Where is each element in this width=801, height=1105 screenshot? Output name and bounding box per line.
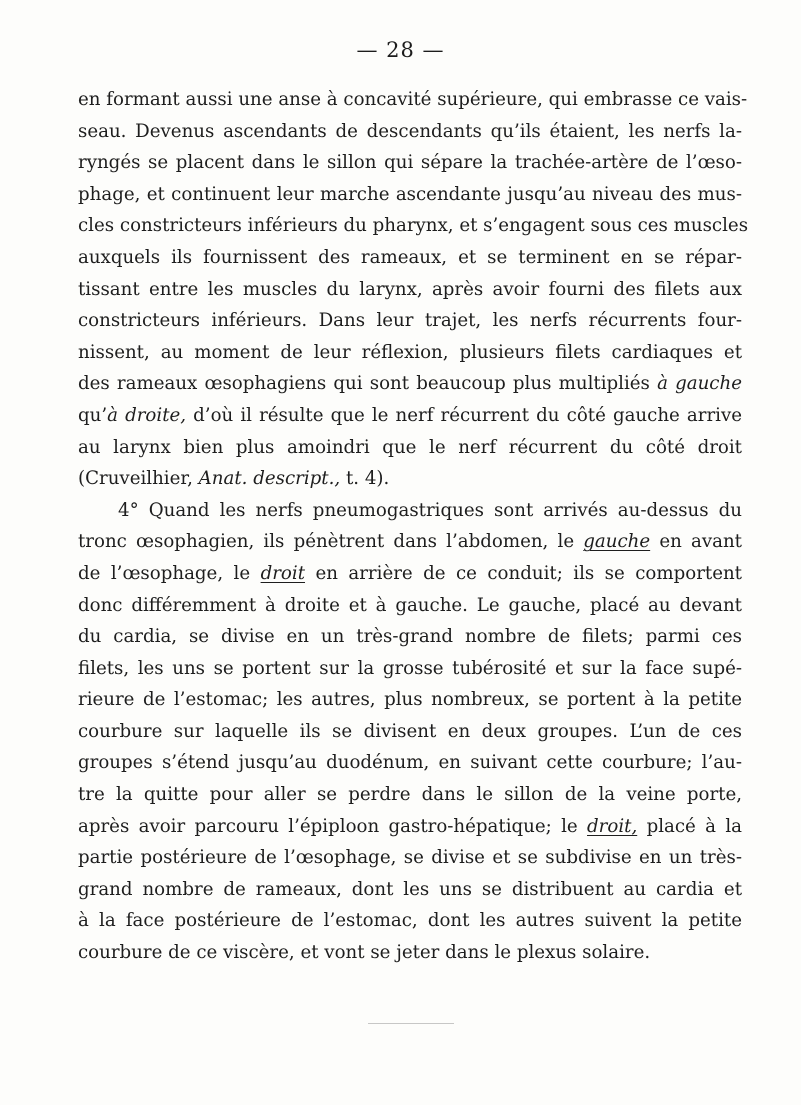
italic-run: Anat. descript., bbox=[198, 468, 341, 490]
text-run: en avant bbox=[650, 531, 742, 553]
text-line: nissent, au moment de leur réflexion, plusieurs filets cardiaques et bbox=[78, 341, 742, 363]
text-run: de l’œsophage, le bbox=[78, 562, 261, 584]
italic-run: à gauche bbox=[657, 373, 742, 395]
text-line: filets, les uns se portent sur la grosse tubérosité et sur la face supé- bbox=[78, 657, 742, 679]
paragraph-recurrent-nerves bbox=[78, 84, 749, 495]
text-run: après avoir parcouru l’épiploon gastro-hépatique; le bbox=[78, 815, 588, 837]
text-line: constricteurs inférieurs. Dans leur trajet, les nerfs récurrents four- bbox=[78, 310, 742, 332]
text-run: qu’ bbox=[78, 404, 108, 426]
paragraph-abdominal-course bbox=[78, 495, 742, 969]
text-line bbox=[78, 811, 742, 843]
text-line: en formant aussi une anse à concavité supérieure, qui embrasse ce vais- bbox=[78, 89, 748, 110]
text-line: tre la quitte pour aller se perdre dans le sillon de la veine porte, bbox=[78, 784, 742, 806]
text-run: en arrière de ce conduit; ils se comportent bbox=[305, 562, 742, 584]
text-run: (Cruveilhier, bbox=[78, 468, 199, 490]
text-line: phage, et continuent leur marche ascendante jusqu’au niveau des mus- bbox=[78, 183, 742, 205]
text-line: au larynx bien plus amoindri que le nerf récurrent du côté droit bbox=[78, 436, 742, 458]
text-line: ryngés se placent dans le sillon qui sépare la trachée-artère de l’œso- bbox=[78, 152, 742, 174]
text-run: d’où il résulte que le nerf récurrent du côté gauche arrive bbox=[186, 404, 742, 426]
text-line bbox=[78, 400, 742, 432]
text-run: t. 4). bbox=[340, 468, 390, 490]
text-line: 4° Quand les nerfs pneumogastriques sont arrivés au-dessus du bbox=[118, 499, 742, 521]
text-run: placé à la bbox=[637, 815, 742, 837]
text-run: des rameaux œsophagiens qui sont beaucoup plus multipliés bbox=[78, 373, 658, 395]
page-number: — 28 — bbox=[356, 38, 445, 62]
text-line bbox=[78, 368, 742, 400]
italic-underlined-run: gauche bbox=[583, 531, 651, 553]
text-line: à la face postérieure de l’estomac, dont les autres suivent la petite bbox=[78, 910, 742, 932]
text-line: grand nombre de rameaux, dont les uns se distribuent au cardia et bbox=[78, 878, 742, 900]
text-line: cles constricteurs inférieurs du pharynx, et s’engagent sous ces muscles bbox=[78, 215, 749, 237]
text-line: seau. Devenus ascendants de descendants qu’ils étaient, les nerfs la- bbox=[78, 120, 742, 142]
italic-run: à droite, bbox=[107, 404, 187, 426]
text-line: courbure de ce viscère, et vont se jeter dans le plexus solaire. bbox=[78, 942, 651, 964]
text-line: tissant entre les muscles du larynx, après avoir fourni des filets aux bbox=[78, 278, 742, 300]
text-line: partie postérieure de l’œsophage, se divise et se subdivise en un très- bbox=[78, 847, 742, 869]
text-line bbox=[78, 463, 742, 495]
text-line: donc différemment à droite et à gauche. Le gauche, placé au devant bbox=[78, 594, 742, 616]
text-run: tronc œsophagien, ils pénètrent dans l’abdomen, le bbox=[78, 531, 584, 553]
bleed-through-rule bbox=[368, 1023, 454, 1024]
text-line bbox=[78, 558, 742, 590]
text-line: auxquels ils fournissent des rameaux, et se terminent en se répar- bbox=[78, 246, 742, 268]
body-text bbox=[78, 84, 749, 969]
text-line: rieure de l’estomac; les autres, plus nombreux, se portent à la petite bbox=[78, 689, 742, 711]
text-line: groupes s’étend jusqu’au duodénum, en suivant cette courbure; l’au- bbox=[78, 752, 742, 774]
text-line: courbure sur laquelle ils se divisent en deux groupes. L’un de ces bbox=[78, 720, 742, 742]
italic-underlined-run: droit, bbox=[587, 815, 638, 837]
text-line bbox=[78, 526, 742, 558]
text-line: du cardia, se divise en un très-grand nombre de filets; parmi ces bbox=[78, 626, 742, 648]
italic-underlined-run: droit bbox=[260, 562, 306, 584]
